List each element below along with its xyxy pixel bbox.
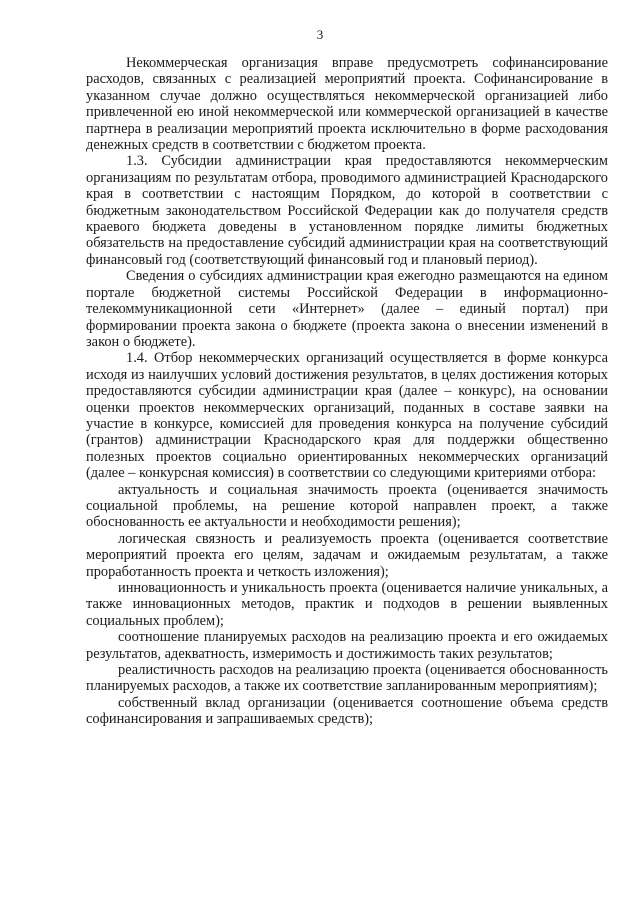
paragraph-1-3-subsidies: 1.3. Субсидии администрации края предоставляются некоммерческим организациям по результатам отбора, проводимого администрацией Краснодарского края в соответствии с настоящим Порядком, до которой в соответствии с бюджетным законодательством Российской Федерации как до получателя средств краевого бюджета доведены в установленном порядке лимиты бюджетных обязательств на предоставление субсидий администрации края на соответствующий финансовый год (соответствующий финансовый год и плановый период). [86,153,608,268]
criterion-logical-coherence: логическая связность и реализуемость проекта (оценивается соответствие мероприятий проекта его целям, задачам и ожидаемым результатам, а также проработанность проекта и четкость изложения); [86,530,608,580]
paragraph-subsidy-info: Сведения о субсидиях администрации края ежегодно размещаются на едином портале бюджетной системы Российской Федерации в информационно-телекоммуникационной сети «Интернет» (далее – единый портал) при формировании проекта закона о бюджете (проекта закона о внесении изменений в закон о бюджете). [86,268,608,350]
paragraph-1-4-selection: 1.4. Отбор некоммерческих организаций осуществляется в форме конкурса исходя из наилучших условий достижения результатов, в целях достижения которых предоставляются субсидии администрации края (далее – конкурс), на основании оценки проектов некоммерческих организаций, поданных в составе заявки на участие в конкурсе, комиссией для проведения конкурса на получение субсидий (грантов) администрации Краснодарского края для поддержки общественно полезных проектов социально ориентированных некоммерческих организаций (далее – конкурсная комиссия) в соответствии со следующими критериями отбора: [86,350,608,482]
criterion-relevance: актуальность и социальная значимость проекта (оценивается значимость социальной проблемы, на решение которой направлен проект, а также обоснованность ее актуальности и необходимости решения); [86,481,608,531]
page-number: 3 [316,27,324,42]
criterion-innovation: инновационность и уникальность проекта (оценивается наличие уникальных, а также инновационных методов, практик и подходов в решении выявленных социальных проблем); [86,580,608,629]
criterion-cost-results-ratio: соотношение планируемых расходов на реализацию проекта и его ожидаемых результатов, адекватность, измеримость и достижимость таких результатов; [86,629,608,662]
criterion-cost-realism: реалистичность расходов на реализацию проекта (оценивается обоснованность планируемых расходов, а также их соответствие запланированным мероприятиям); [86,662,608,695]
document-body [86,55,608,728]
paragraph-cofinancing: Некоммерческая организация вправе предусмотреть софинансирование расходов, связанных с реализацией мероприятий проекта. Софинансирование в указанном случае должно осуществляться некоммерческой организацией либо привлеченной ею иной некоммерческой или коммерческой организацией в качестве партнера в реализации мероприятий проекта исключительно в форме расходования денежных средств в соответствии с бюджетом проекта. [86,55,608,154]
criterion-own-contribution: собственный вклад организации (оценивается соотношение объема средств софинансирования и запрашиваемых средств); [86,694,608,728]
